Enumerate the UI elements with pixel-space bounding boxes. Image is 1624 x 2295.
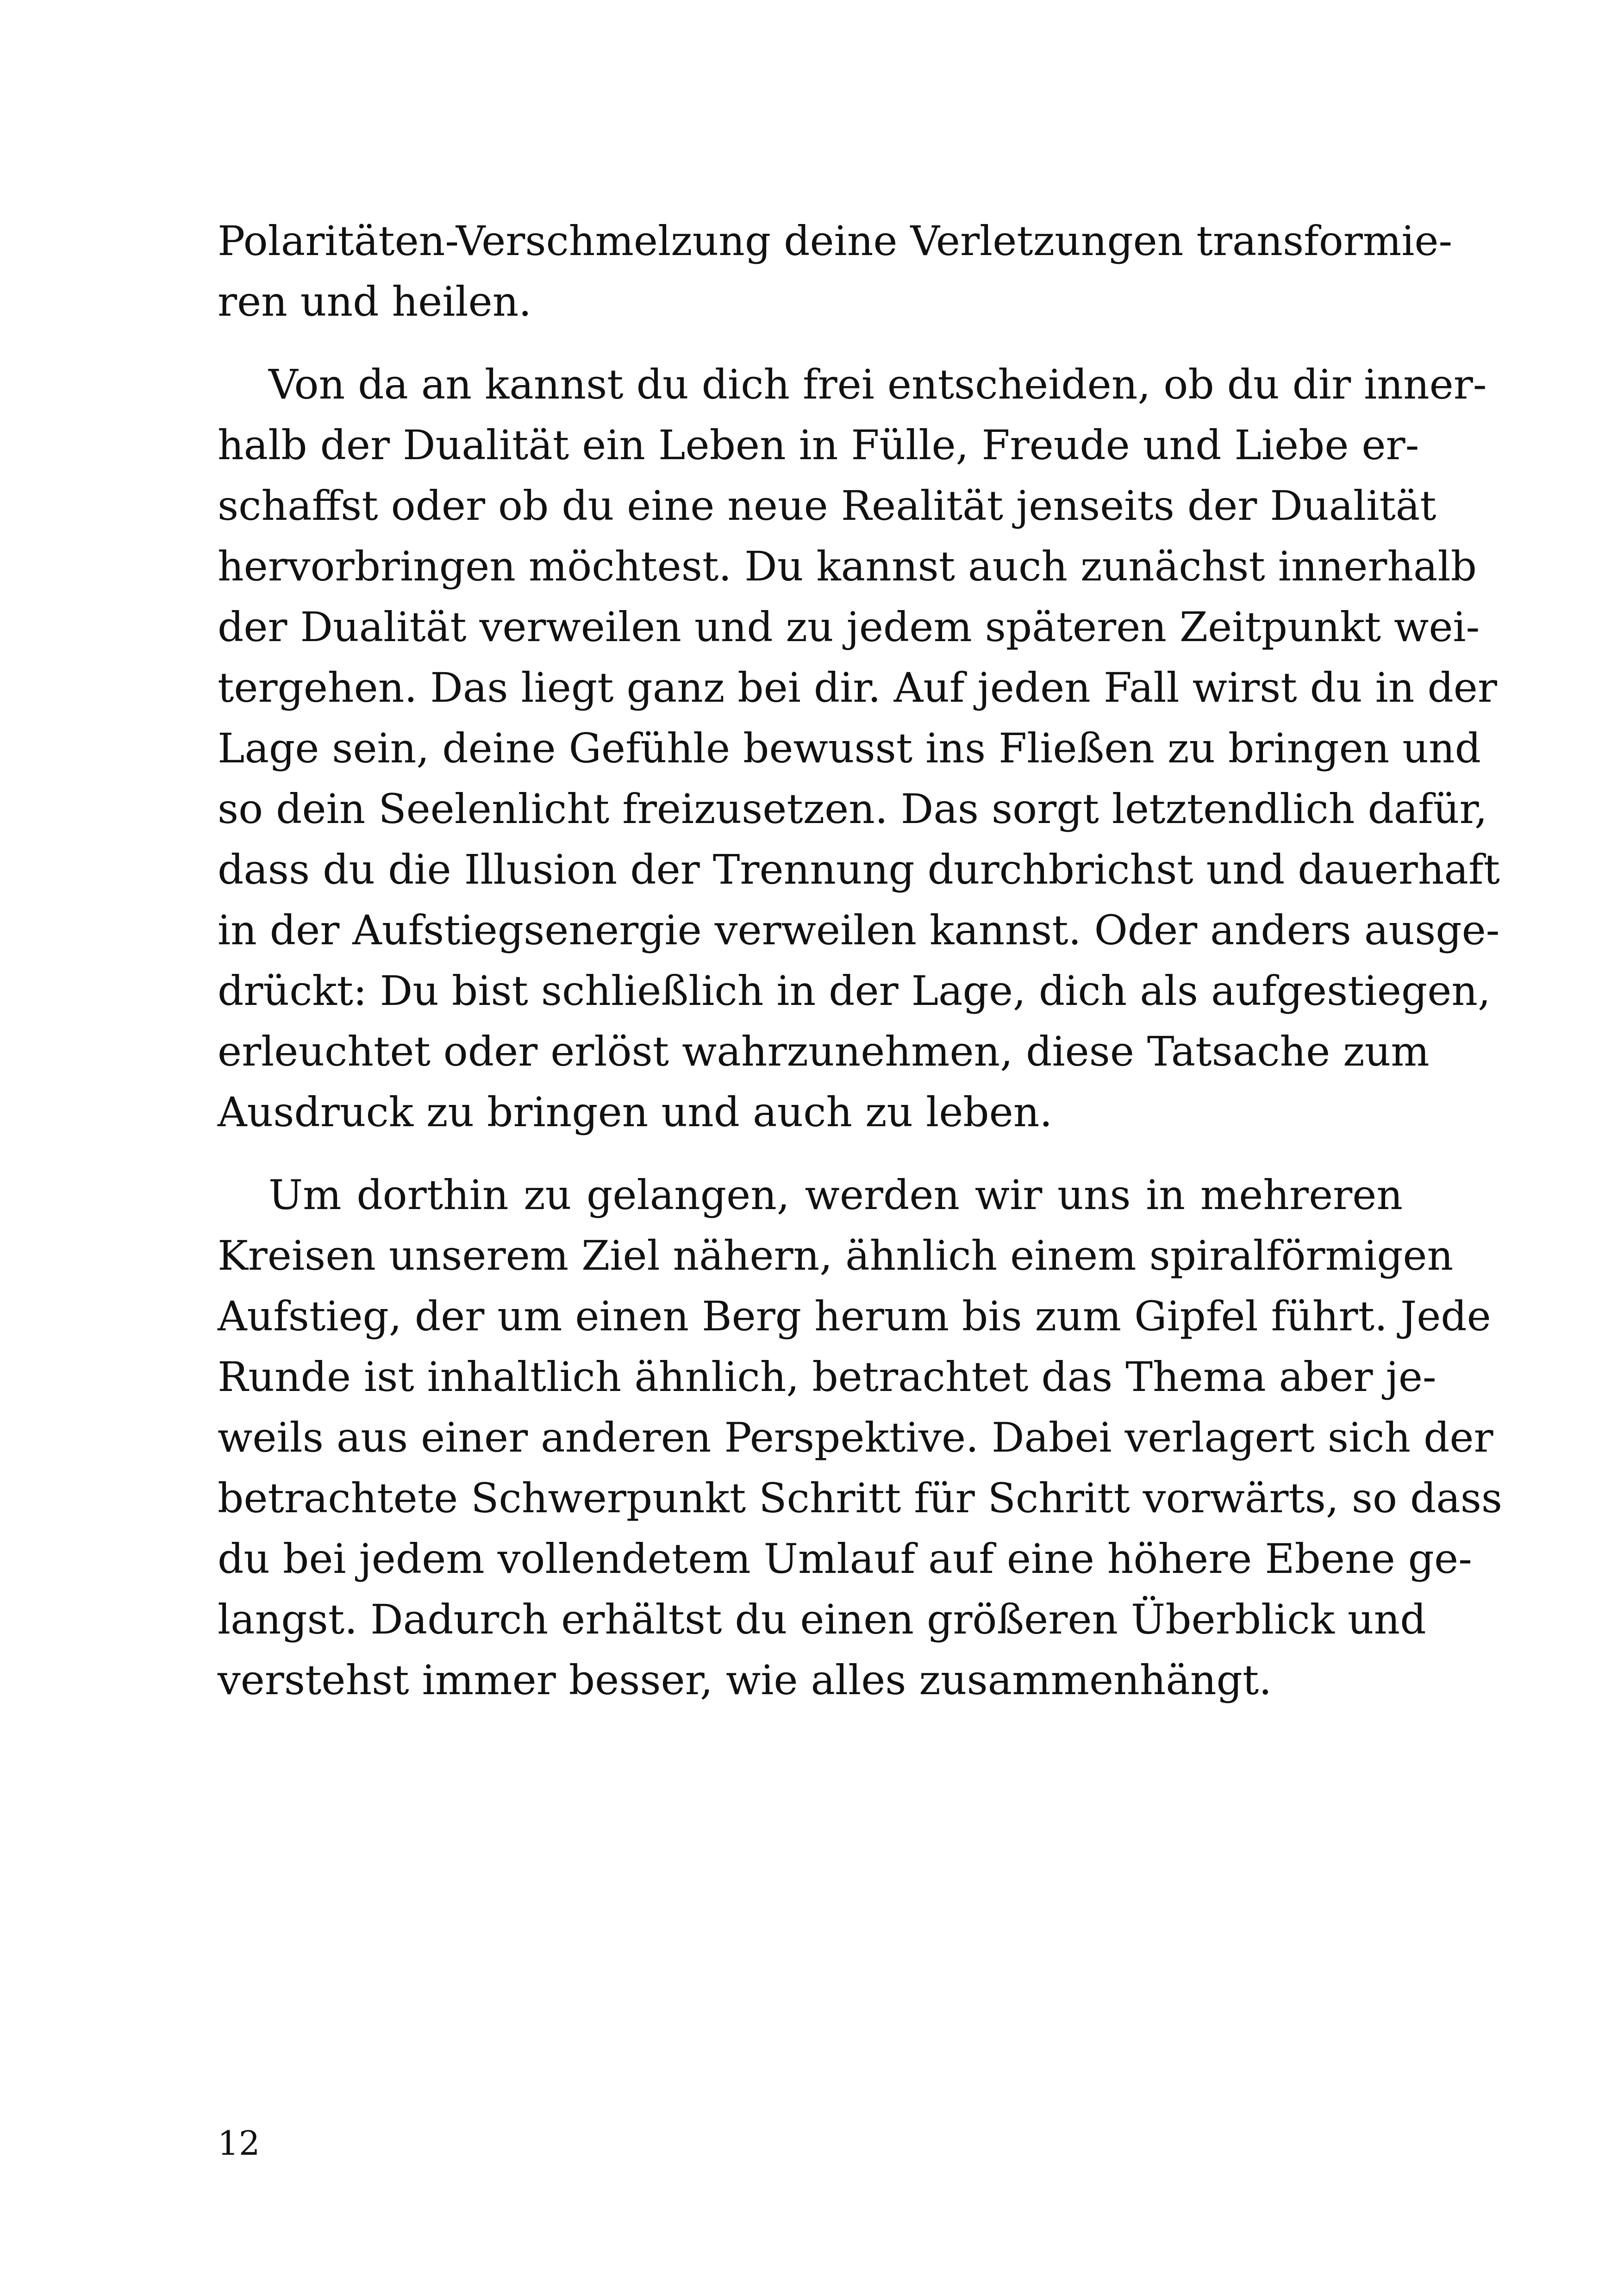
- text-line: dass du die Illusion der Trennung durchbrichst und dauerhaft: [218, 846, 1500, 893]
- paragraph-2: [218, 354, 1500, 1142]
- text-line: hervorbringen möchtest. Du kannst auch zunächst innerhalb: [218, 543, 1477, 590]
- text-line: betrachtete Schwerpunkt Schritt für Schritt vorwärts, so dass: [218, 1474, 1503, 1522]
- text-line: Kreisen unserem Ziel nähern, ähnlich einem spiralförmigen: [218, 1232, 1454, 1279]
- body-text: [218, 211, 1503, 1710]
- text-line: langst. Dadurch erhältst du einen größeren Überblick und: [218, 1596, 1426, 1643]
- text-line: tergehen. Das liegt ganz bei dir. Auf jeden Fall wirst du in der: [218, 664, 1497, 711]
- text-line: weils aus einer anderen Perspektive. Dabei verlagert sich der: [218, 1414, 1493, 1461]
- text-line: halb der Dualität ein Leben in Fülle, Freude und Liebe er-: [218, 421, 1419, 469]
- text-line: Um dorthin zu gelangen, werden wir uns in mehreren: [269, 1171, 1403, 1219]
- text-line: Lage sein, deine Gefühle bewusst ins Fließen zu bringen und: [218, 724, 1481, 772]
- text-line: ren und heilen.: [218, 278, 532, 325]
- text-line: du bei jedem vollendetem Umlauf auf eine höhere Ebene ge-: [218, 1535, 1472, 1583]
- text-line: schaffst oder ob du eine neue Realität jenseits der Dualität: [218, 482, 1437, 530]
- text-line: Runde ist inhaltlich ähnlich, betrachtet das Thema aber je-: [218, 1353, 1437, 1401]
- text-line: verstehst immer besser, wie alles zusammenhängt.: [218, 1656, 1272, 1704]
- text-line: Aufstieg, der um einen Berg herum bis zum Gipfel führt. Jede: [218, 1292, 1491, 1340]
- text-line: Polaritäten-Verschmelzung deine Verletzungen transformie-: [218, 217, 1453, 265]
- text-line: der Dualität verweilen und zu jedem späteren Zeitpunkt wei-: [218, 603, 1480, 651]
- paragraph-3: [218, 1165, 1503, 1710]
- paragraph-1: [218, 211, 1453, 332]
- text-line: Ausdruck zu bringen und auch zu leben.: [218, 1088, 1053, 1136]
- text-line: drückt: Du bist schließlich in der Lage, dich als aufgestiegen,: [218, 967, 1491, 1015]
- page-number: 12: [218, 2124, 260, 2163]
- text-line: so dein Seelenlicht freizusetzen. Das sorgt letztendlich dafür,: [218, 785, 1487, 833]
- text-line: in der Aufstiegsenergie verweilen kannst. Oder anders ausge-: [218, 906, 1500, 954]
- text-line: erleuchtet oder erlöst wahrzunehmen, diese Tatsache zum: [218, 1028, 1430, 1075]
- text-line: Von da an kannst du dich frei entscheiden, ob du dir inner-: [269, 361, 1487, 408]
